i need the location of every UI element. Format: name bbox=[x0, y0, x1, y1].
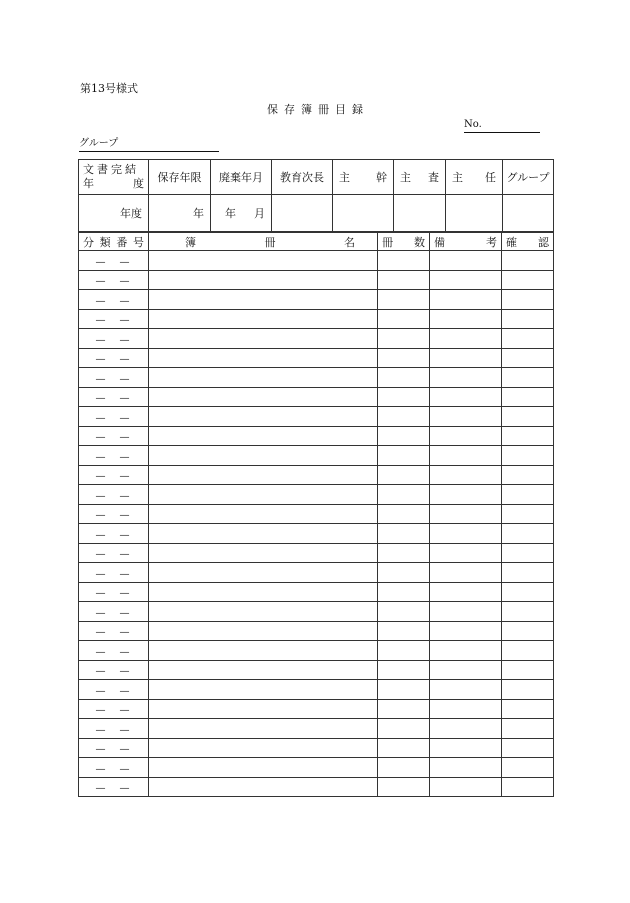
classification-number-cell[interactable]: — — bbox=[79, 719, 149, 739]
table-row bbox=[79, 309, 554, 329]
register-name-cell[interactable] bbox=[149, 485, 378, 505]
volume-count-cell[interactable] bbox=[378, 446, 430, 466]
table-row bbox=[79, 426, 554, 446]
remarks-cell[interactable] bbox=[430, 368, 502, 388]
classification-number-cell[interactable]: — — bbox=[79, 758, 149, 778]
register-name-cell[interactable] bbox=[149, 368, 378, 388]
form-number: 第13号様式 bbox=[80, 82, 138, 95]
remarks-cell[interactable] bbox=[430, 543, 502, 563]
confirmation-cell[interactable] bbox=[502, 465, 554, 485]
table-row bbox=[79, 758, 554, 778]
remarks-cell[interactable] bbox=[430, 660, 502, 680]
volume-count-cell[interactable] bbox=[378, 699, 430, 719]
register-name-cell[interactable] bbox=[149, 660, 378, 680]
group-field[interactable] bbox=[79, 137, 219, 152]
register-name-cell[interactable] bbox=[149, 602, 378, 622]
confirmation-cell[interactable] bbox=[502, 348, 554, 368]
register-name-cell[interactable] bbox=[149, 251, 378, 271]
register-name-cell[interactable] bbox=[149, 465, 378, 485]
classification-number-cell[interactable]: — — bbox=[79, 290, 149, 310]
table-row bbox=[79, 329, 554, 349]
register-name-cell[interactable] bbox=[149, 524, 378, 544]
header-completion-year: 文書完結 年 度 bbox=[79, 160, 149, 195]
register-name-cell[interactable] bbox=[149, 777, 378, 797]
volume-count-cell[interactable] bbox=[378, 368, 430, 388]
volume-count-cell[interactable] bbox=[378, 348, 430, 368]
table-row bbox=[79, 621, 554, 641]
stamp-deputy-superintendent[interactable] bbox=[272, 195, 333, 232]
register-name-cell[interactable] bbox=[149, 543, 378, 563]
classification-number-cell[interactable]: — — bbox=[79, 738, 149, 758]
classification-number-cell[interactable]: — — bbox=[79, 504, 149, 524]
confirmation-cell[interactable] bbox=[502, 660, 554, 680]
header-classification-number: 分 類 番 号 bbox=[79, 233, 149, 251]
confirmation-cell[interactable] bbox=[502, 426, 554, 446]
remarks-cell[interactable] bbox=[430, 621, 502, 641]
table-row bbox=[79, 465, 554, 485]
volume-count-cell[interactable] bbox=[378, 563, 430, 583]
volume-count-cell[interactable] bbox=[378, 426, 430, 446]
header-group: グループ bbox=[503, 160, 554, 195]
confirmation-cell[interactable] bbox=[502, 504, 554, 524]
remarks-cell[interactable] bbox=[430, 777, 502, 797]
volume-count-cell[interactable] bbox=[378, 504, 430, 524]
remarks-cell[interactable] bbox=[430, 504, 502, 524]
volume-count-cell[interactable] bbox=[378, 465, 430, 485]
volume-count-cell[interactable] bbox=[378, 777, 430, 797]
disposal-date-cell[interactable]: 年 月 bbox=[211, 195, 272, 232]
header-confirmation: 確 認 bbox=[502, 233, 554, 251]
classification-number-cell[interactable]: — — bbox=[79, 524, 149, 544]
classification-number-cell[interactable]: — — bbox=[79, 407, 149, 427]
confirmation-cell[interactable] bbox=[502, 621, 554, 641]
header-retention-period: 保存年限 bbox=[149, 160, 211, 195]
classification-number-cell[interactable]: — — bbox=[79, 680, 149, 700]
document-title: 保存簿冊目録 bbox=[267, 103, 369, 116]
remarks-cell[interactable] bbox=[430, 446, 502, 466]
confirmation-cell[interactable] bbox=[502, 738, 554, 758]
register-name-cell[interactable] bbox=[149, 290, 378, 310]
number-field[interactable] bbox=[464, 119, 540, 133]
table-row bbox=[79, 485, 554, 505]
confirmation-cell[interactable] bbox=[502, 407, 554, 427]
confirmation-cell[interactable] bbox=[502, 446, 554, 466]
table-row bbox=[79, 738, 554, 758]
confirmation-cell[interactable] bbox=[502, 758, 554, 778]
volume-count-cell[interactable] bbox=[378, 543, 430, 563]
table-row bbox=[79, 290, 554, 310]
confirmation-cell[interactable] bbox=[502, 485, 554, 505]
register-name-cell[interactable] bbox=[149, 407, 378, 427]
header-staff: 主 任 bbox=[446, 160, 503, 195]
register-name-cell[interactable] bbox=[149, 504, 378, 524]
register-name-cell[interactable] bbox=[149, 641, 378, 661]
remarks-cell[interactable] bbox=[430, 719, 502, 739]
header-deputy-superintendent: 教育次長 bbox=[272, 160, 333, 195]
approval-table bbox=[78, 159, 554, 232]
stamp-staff[interactable] bbox=[446, 195, 503, 232]
table-row bbox=[79, 368, 554, 388]
register-name-cell[interactable] bbox=[149, 348, 378, 368]
volume-count-cell[interactable] bbox=[378, 758, 430, 778]
table-row bbox=[79, 699, 554, 719]
table-row bbox=[79, 251, 554, 271]
volume-count-cell[interactable] bbox=[378, 621, 430, 641]
classification-number-cell[interactable]: — — bbox=[79, 251, 149, 271]
table-row bbox=[79, 446, 554, 466]
register-name-cell[interactable] bbox=[149, 699, 378, 719]
remarks-cell[interactable] bbox=[430, 524, 502, 544]
classification-number-cell[interactable]: — — bbox=[79, 699, 149, 719]
remarks-cell[interactable] bbox=[430, 680, 502, 700]
volume-count-cell[interactable] bbox=[378, 524, 430, 544]
confirmation-cell[interactable] bbox=[502, 309, 554, 329]
table-row bbox=[79, 563, 554, 583]
classification-number-cell[interactable]: — — bbox=[79, 777, 149, 797]
table-row bbox=[79, 719, 554, 739]
volume-count-cell[interactable] bbox=[378, 407, 430, 427]
retention-year-cell[interactable]: 年 bbox=[149, 195, 211, 232]
table-row bbox=[79, 270, 554, 290]
header-remarks: 備 考 bbox=[430, 233, 502, 251]
register-name-cell[interactable] bbox=[149, 680, 378, 700]
remarks-cell[interactable] bbox=[430, 426, 502, 446]
confirmation-cell[interactable] bbox=[502, 270, 554, 290]
volume-count-cell[interactable] bbox=[378, 251, 430, 271]
classification-number-cell[interactable]: — — bbox=[79, 582, 149, 602]
volume-count-cell[interactable] bbox=[378, 387, 430, 407]
remarks-cell[interactable] bbox=[430, 485, 502, 505]
remarks-cell[interactable] bbox=[430, 602, 502, 622]
confirmation-cell[interactable] bbox=[502, 290, 554, 310]
remarks-cell[interactable] bbox=[430, 563, 502, 583]
volume-count-cell[interactable] bbox=[378, 290, 430, 310]
confirmation-cell[interactable] bbox=[502, 563, 554, 583]
number-label: No. bbox=[464, 119, 482, 130]
classification-number-cell[interactable]: — — bbox=[79, 368, 149, 388]
classification-number-cell[interactable]: — — bbox=[79, 446, 149, 466]
group-label: グループ bbox=[79, 138, 119, 149]
table-row bbox=[79, 680, 554, 700]
confirmation-cell[interactable] bbox=[502, 680, 554, 700]
header-disposal-date: 廃棄年月 bbox=[211, 160, 272, 195]
confirmation-cell[interactable] bbox=[502, 582, 554, 602]
classification-number-cell[interactable]: — — bbox=[79, 660, 149, 680]
table-row bbox=[79, 641, 554, 661]
volume-count-cell[interactable] bbox=[378, 602, 430, 622]
classification-number-cell[interactable]: — — bbox=[79, 602, 149, 622]
remarks-cell[interactable] bbox=[430, 738, 502, 758]
register-name-cell[interactable] bbox=[149, 621, 378, 641]
remarks-cell[interactable] bbox=[430, 251, 502, 271]
table-row bbox=[79, 582, 554, 602]
register-name-cell[interactable] bbox=[149, 426, 378, 446]
volume-count-cell[interactable] bbox=[378, 329, 430, 349]
register-name-cell[interactable] bbox=[149, 329, 378, 349]
confirmation-cell[interactable] bbox=[502, 387, 554, 407]
confirmation-cell[interactable] bbox=[502, 543, 554, 563]
table-row bbox=[79, 660, 554, 680]
header-register-name: 簿 冊 名 bbox=[149, 233, 378, 251]
table-row bbox=[79, 348, 554, 368]
remarks-cell[interactable] bbox=[430, 758, 502, 778]
remarks-cell[interactable] bbox=[430, 699, 502, 719]
volume-count-cell[interactable] bbox=[378, 485, 430, 505]
register-name-cell[interactable] bbox=[149, 309, 378, 329]
volume-count-cell[interactable] bbox=[378, 270, 430, 290]
classification-number-cell[interactable]: — — bbox=[79, 563, 149, 583]
remarks-cell[interactable] bbox=[430, 348, 502, 368]
register-name-cell[interactable] bbox=[149, 582, 378, 602]
register-name-cell[interactable] bbox=[149, 270, 378, 290]
remarks-cell[interactable] bbox=[430, 582, 502, 602]
classification-number-cell[interactable]: — — bbox=[79, 465, 149, 485]
confirmation-cell[interactable] bbox=[502, 329, 554, 349]
classification-number-cell[interactable]: — — bbox=[79, 485, 149, 505]
confirmation-cell[interactable] bbox=[502, 602, 554, 622]
remarks-cell[interactable] bbox=[430, 641, 502, 661]
remarks-cell[interactable] bbox=[430, 407, 502, 427]
header-volume-count: 冊 数 bbox=[378, 233, 430, 251]
stamp-examiner[interactable] bbox=[394, 195, 446, 232]
confirmation-cell[interactable] bbox=[502, 699, 554, 719]
remarks-cell[interactable] bbox=[430, 309, 502, 329]
stamp-chief-officer[interactable] bbox=[333, 195, 394, 232]
classification-number-cell[interactable]: — — bbox=[79, 387, 149, 407]
volume-count-cell[interactable] bbox=[378, 719, 430, 739]
table-row bbox=[79, 777, 554, 797]
classification-number-cell[interactable]: — — bbox=[79, 329, 149, 349]
table-row bbox=[79, 524, 554, 544]
register-name-cell[interactable] bbox=[149, 387, 378, 407]
stamp-group[interactable] bbox=[503, 195, 554, 232]
volume-count-cell[interactable] bbox=[378, 738, 430, 758]
confirmation-cell[interactable] bbox=[502, 368, 554, 388]
volume-count-cell[interactable] bbox=[378, 660, 430, 680]
classification-number-cell[interactable]: — — bbox=[79, 309, 149, 329]
register-name-cell[interactable] bbox=[149, 563, 378, 583]
header-examiner: 主 査 bbox=[394, 160, 446, 195]
volume-count-cell[interactable] bbox=[378, 309, 430, 329]
table-row bbox=[79, 602, 554, 622]
classification-number-cell[interactable]: — — bbox=[79, 348, 149, 368]
register-name-cell[interactable] bbox=[149, 719, 378, 739]
classification-number-cell[interactable]: — — bbox=[79, 426, 149, 446]
remarks-cell[interactable] bbox=[430, 329, 502, 349]
register-table bbox=[78, 232, 554, 797]
remarks-cell[interactable] bbox=[430, 465, 502, 485]
classification-number-cell[interactable]: — — bbox=[79, 641, 149, 661]
table-row bbox=[79, 407, 554, 427]
remarks-cell[interactable] bbox=[430, 270, 502, 290]
confirmation-cell[interactable] bbox=[502, 719, 554, 739]
table-row bbox=[79, 504, 554, 524]
volume-count-cell[interactable] bbox=[378, 582, 430, 602]
confirmation-cell[interactable] bbox=[502, 524, 554, 544]
classification-number-cell[interactable]: — — bbox=[79, 543, 149, 563]
register-name-cell[interactable] bbox=[149, 738, 378, 758]
confirmation-cell[interactable] bbox=[502, 777, 554, 797]
volume-count-cell[interactable] bbox=[378, 680, 430, 700]
volume-count-cell[interactable] bbox=[378, 641, 430, 661]
header-chief-officer: 主 幹 bbox=[333, 160, 394, 195]
confirmation-cell[interactable] bbox=[502, 641, 554, 661]
confirmation-cell[interactable] bbox=[502, 251, 554, 271]
classification-number-cell[interactable]: — — bbox=[79, 621, 149, 641]
fiscal-year-cell[interactable]: 年度 bbox=[79, 195, 149, 232]
remarks-cell[interactable] bbox=[430, 290, 502, 310]
register-name-cell[interactable] bbox=[149, 758, 378, 778]
remarks-cell[interactable] bbox=[430, 387, 502, 407]
classification-number-cell[interactable]: — — bbox=[79, 270, 149, 290]
table-row bbox=[79, 387, 554, 407]
register-name-cell[interactable] bbox=[149, 446, 378, 466]
table-row bbox=[79, 543, 554, 563]
